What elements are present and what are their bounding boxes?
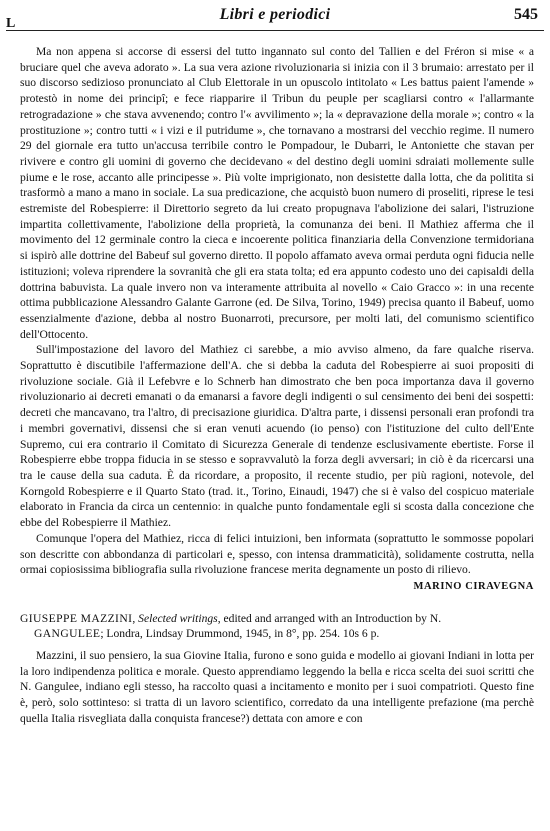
review-details-1: , edited and arranged with an Introduction by N. <box>217 611 442 625</box>
paragraph-3: Comunque l'opera del Mathiez, ricca di felici intuizioni, ben informata (soprattutto le sommosse popolari son descritte con abbondanza di particolari e, spesso, con intensa drammaticità), solidamente costrutta, nella ormai copiosissima bibliografia sulla rivoluzione francese merita degnamente un posto di rilievo. <box>20 531 534 577</box>
header-rule <box>6 30 544 31</box>
running-header <box>0 4 550 31</box>
review-editor: GANGULEE <box>34 627 101 641</box>
review-heading <box>20 611 534 642</box>
paragraph-1: Ma non appena si accorse di essersi del tutto ingannato sul conto del Tallien e del Fréron si mise « a bruciare quel che aveva adorato ». La sua vera azione rivoluzionaria si inizia con il 3 brumaio: arrestato per il suo discorso sedizioso pronunciato al Club Elettorale in un opuscolo intitolato « Les battus paient l'amende » protestò in nome dei principî; e fece riapparire il Tribun du peuple per scagliarsi contro « l'allarmante retrogradazione » che stava avvenendo; contro l'« avvilimento »; la « depravazione della morale »; contro « la prostituzione »; contro tutti « i vizi e il putridume », che tornavano a mostrarsi del vecchio regime. Il numero 29 del giornale era tutto un'accusa terribile contro le Pompadour, le Dubarri, le Antoniette che stavan per rivivere e contro gli uomini di governo che decidevano « del destino degli uomini sdraiati mollemente sulle piume e le rose, accanto alle principesse ». Più volte imprigionato, non desistette dalla lotta, che da politita si trasformò a mano a mano in sociale. La sua predicazione, che acquistò buon numero di proseliti, riprese le tesi estremiste del Robespierre: il Direttorio segreto da lui creato propugnava l'abolizione dei salari, l'istruzione impartita collettivamente, l'abolizione della proprietà, la comunanza dei beni. Il Mathiez afferma che il movimento del 12 germinale contro la cieca e incoerente politica finanziaria della Convenzione termidoriana si ispirò alle dottrine del Babeuf sul governo diretto. Il popolo affamato aveva ormai perduta ogni fiducia nelle istituzioni; voleva riprendere la sovranità che gli era stata tolta; ed era appunto codesto uno dei capisaldi della dottrina babuvista. La quale invero non va interamente attribuita al novello « Caio Gracco »: in una recente ottima pubblicazione Alessandro Galante Garrone (ed. De Silva, Torino, 1949) precisa quanto il Babeuf, uomo essenzialmente d'azione, debba al nostro Buonarroti, precursore, per molti lati, del comunismo scientifico dell'Ottocento. <box>20 45 534 341</box>
review-text: Mazzini, il suo pensiero, la sua Giovine Italia, furono e sono guida e modello ai giovani Indiani in lotta per la loro indipendenza politica e morale. Questo apprendiamo leggendo la bella e ricca scelta dei suoi scritti che N. Gangulee, indiano egli stesso, ha raccolto quasi a incitamento e monito per i suoi compatrioti. Questo fine è, però, solo sottinteso: si tratta di un lavoro scientifico, corredato da una intelligente prefazione (ma perchè quella Italia risvegliata dalla conquista francese?) dettata con amore e con <box>20 649 534 725</box>
corner-mark: L <box>6 16 16 31</box>
page-number: 545 <box>514 6 538 23</box>
paragraph-2: Sull'impostazione del lavoro del Mathiez ci sarebbe, a mio avviso almeno, da fare qualche riserva. Soprattutto è discutibile l'affermazione dell'A. che si debba la caduta del Robespierre ai suoi propositi di rivoluzione sociale. Già il Lefebvre e lo Schnerb han dimostrato che ben poca importanza dava il governo rivoluzionario ai decreti emanati o da emanarsi a favore degli indigenti o sul censimento dei beni dei sospetti: decreti che mancavano, tra l'altro, di precisazione giuridica. D'altra parte, i dissensi personali eran profondi tra i membri governativi, dissensi che si eran venuti acuendo (io penso) con l'istituzione del culto dell'Ente Supremo, cui era contrario il Comitato di Sicurezza Generale di tendenze esclusivamente ebertiste. Forse il Robespierre ebbe troppa fiducia in se stesso e sopravvalutò la forza degli avversari; in ciò è da ricercarsi una tra le cause della sua caduta. È da ricordare, a proposito, il recente studio, per più ragioni, notevole, del Korngold Robespierre e il Quarto Stato (trad. it., Torino, Einaudi, 1947) che si è valso del cospicuo materiale elaborato in Francia da circa un centennio: in qualche punto fondamentale egli si scosta dalla concezione che ebbe del Robespierre il Mathiez. <box>20 343 534 530</box>
review-book-title: Selected writings <box>138 611 218 625</box>
review-author: GIUSEPPE MAZZINI <box>20 611 133 625</box>
review-sep: , <box>132 611 139 625</box>
running-title: Libri e periodici <box>219 6 331 23</box>
page-body <box>20 44 534 727</box>
review-heading-line2 <box>20 626 534 642</box>
review-signature: MARINO CIRAVEGNA <box>413 580 534 592</box>
review-details-2: ; Londra, Lindsay Drummond, 1945, in 8°, pp. 254. 10s 6 p. <box>100 627 380 641</box>
